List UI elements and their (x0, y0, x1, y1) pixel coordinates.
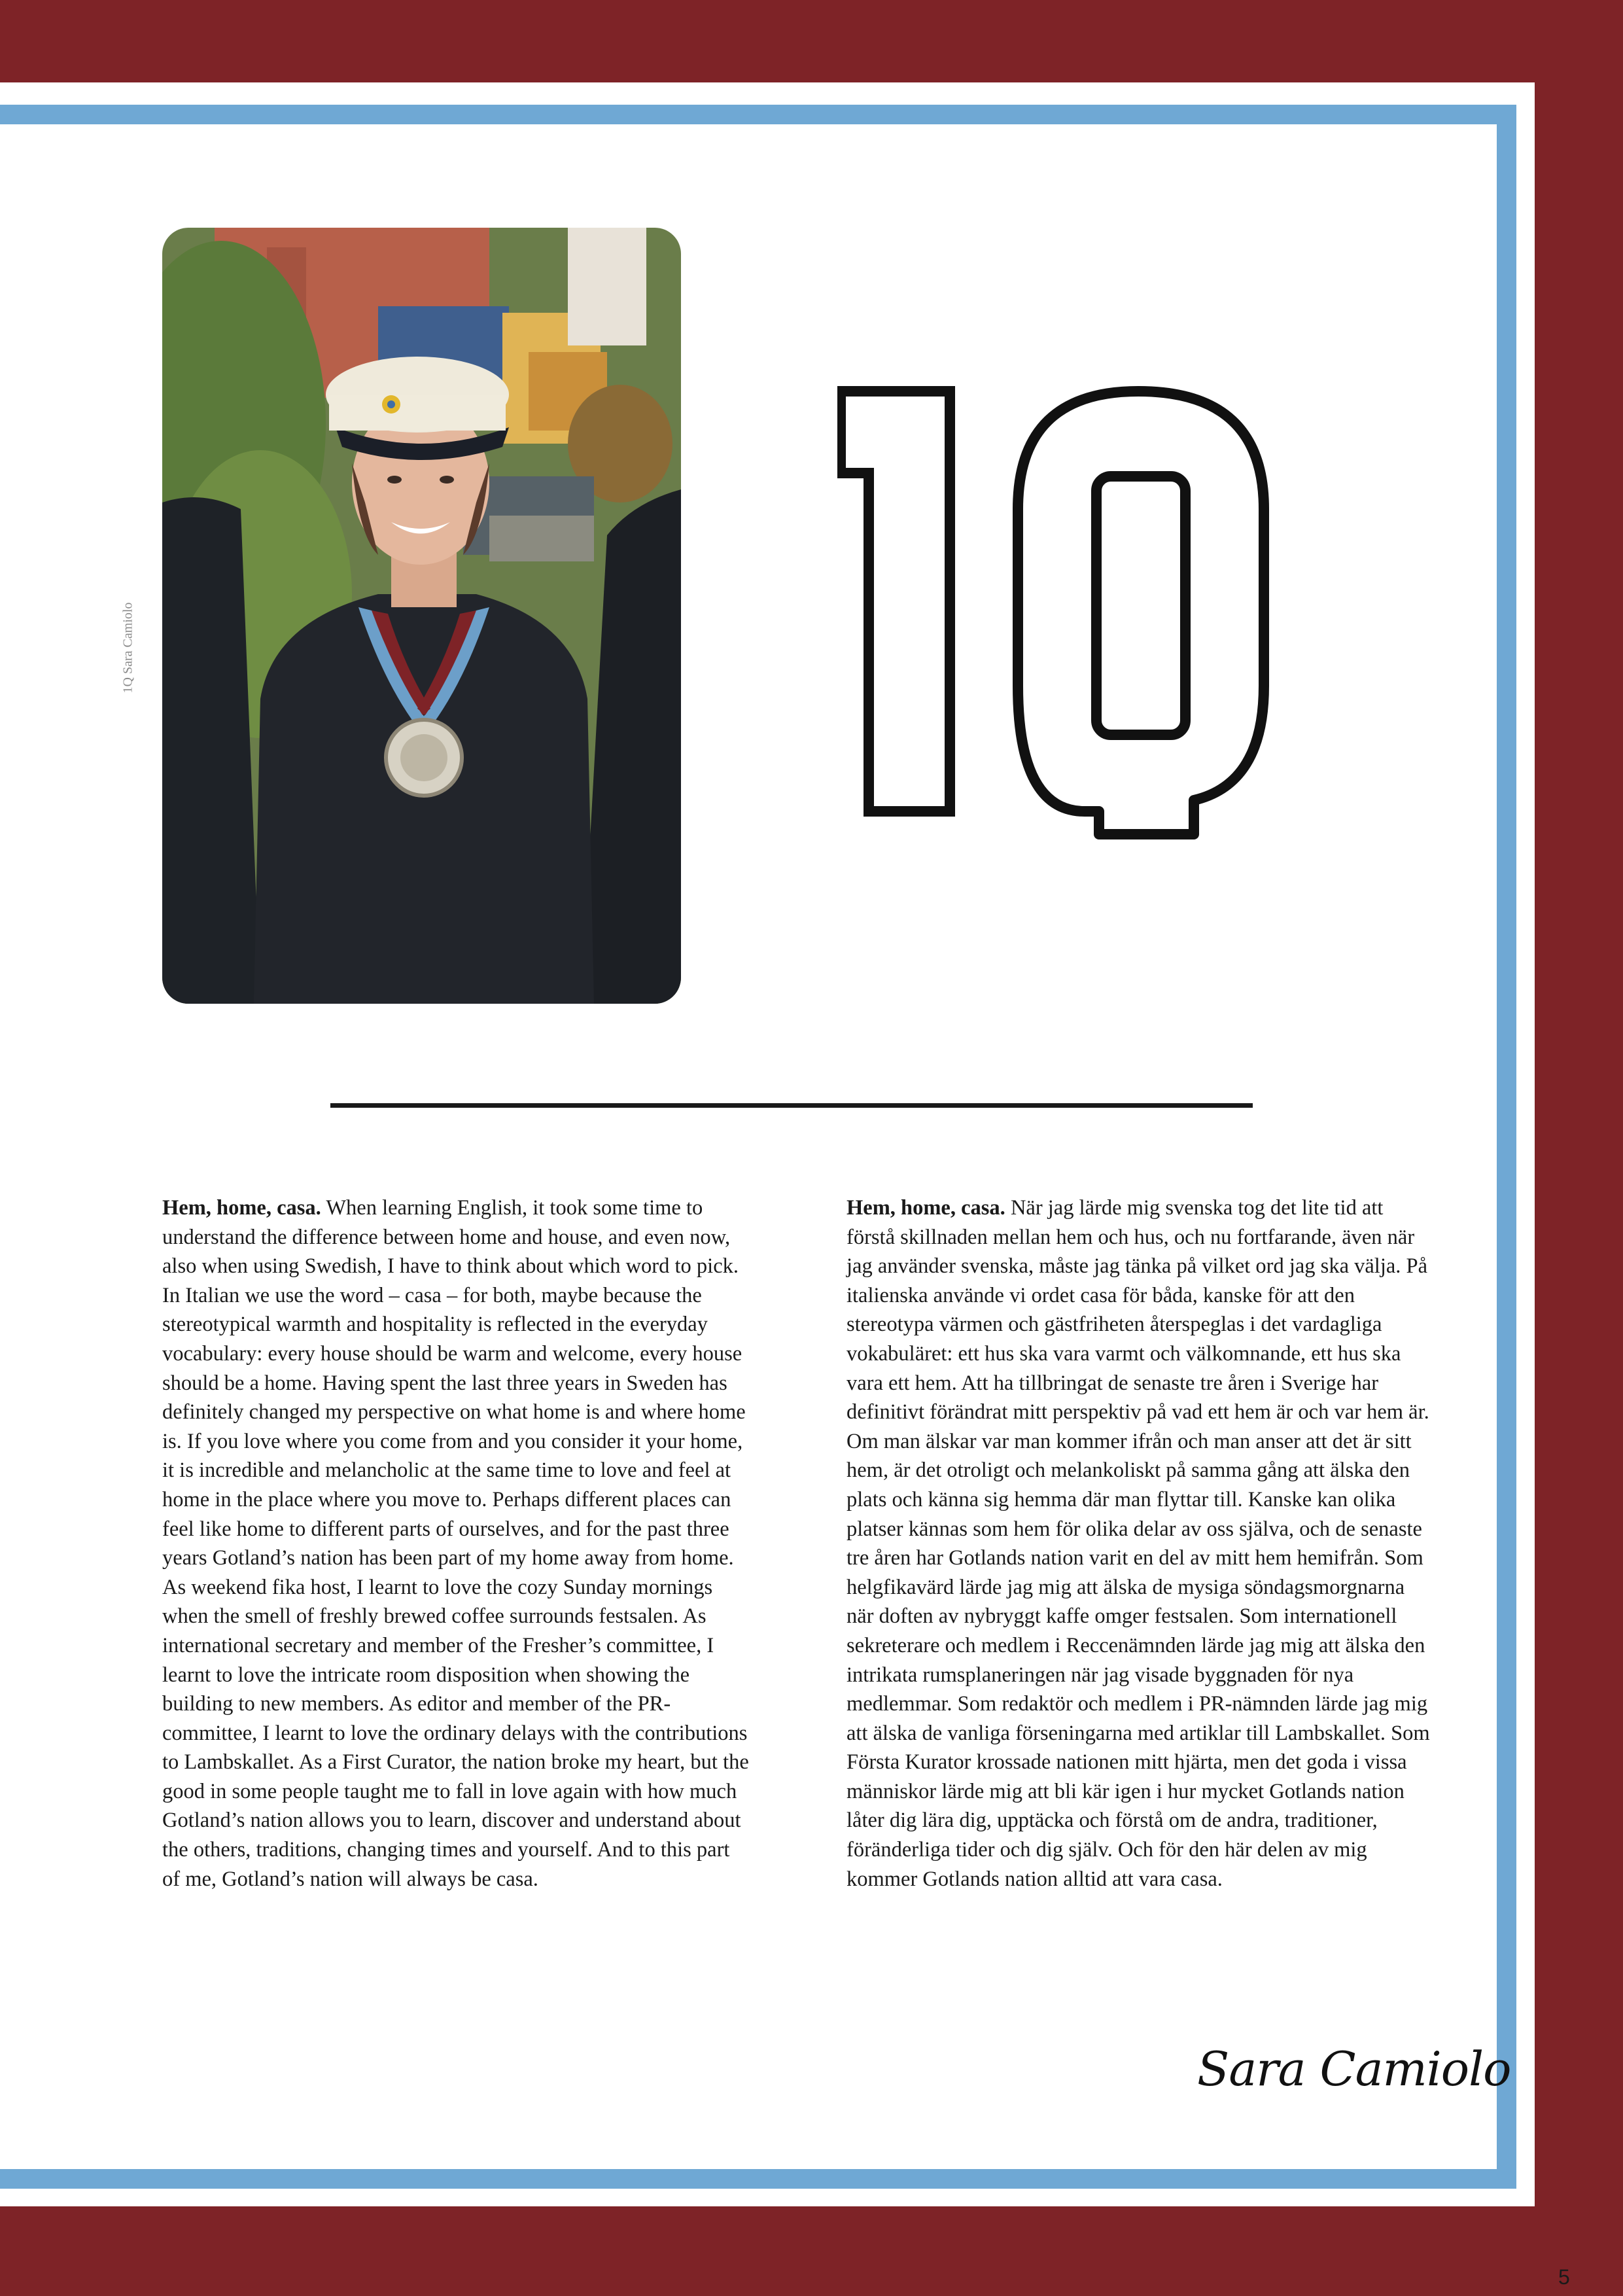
article-english-lead: Hem, home, casa. (162, 1196, 321, 1220)
portrait-illustration (162, 228, 681, 1004)
article-english (162, 1193, 751, 1894)
portrait-photo (162, 228, 681, 1004)
author-signature: Sara Camiolo (1197, 2041, 1511, 2096)
article-swedish-body: När jag lärde mig svenska tog det lite tid att förstå skillnaden mellan hem och hus, och nu fortfarande, även när jag använder svenska, måste jag tänka på vilket ord jag ska välja. På italienska använde vi ordet casa för båda, kanske för att den stereotypa värmen och gästfriheten återspeglas i det vardagliga vokabuläret: ett hus ska vara varmt och välkomnande, ett hus ska vara ett hem. Att ha tillbringat de senaste tre åren i Sverige har definitivt förändrat mitt perspektiv på vad ett hem är och var hem är. Om man älskar var man kommer ifrån och man anser att det är sitt hem, är det otroligt och melankoliskt på samma gång att älska den plats och känna sig hemma där man flyttar till. Kanske kan olika platser kännas som hem för olika delar av oss själva, och de senaste tre åren har Gotlands nation varit en del av mitt hem hemifrån. Som helgfikavärd lärde jag mig att älska de mysiga söndagsmorgnarna när doften av nybryggt kaffe omger festsalen. Som internationell sekreterare och medlem i Reccenämnden lärde jag mig att älska den intrikata rumsplaneringen när jag visade byggnaden för nya medlemmar. Som redaktör och medlem i PR-nämnden lärde jag mig att älska de vanliga förseningarna med artiklar till Lambskallet. Som Första Kurator krossade nationen mitt hjärta, men det goda i vissa människor lärde mig att bli kär igen i hur mycket Gotlands nation låter dig lära dig, upptäcka och förstå om de andra, traditioner, föränderliga tider och dig själv. Och för den här delen av mig kommer Gotlands nation alltid att vara casa. (846, 1196, 1430, 1891)
page-number: 5 (1558, 2265, 1570, 2289)
article-swedish (846, 1193, 1435, 1894)
article-english-body: When learning English, it took some time to understand the difference between home and house, and even now, also when using Swedish, I have to think about which word to pick. In Italian we use the word – casa – for both, maybe because the stereotypical warmth and hospitality is reflected in the everyday vocabulary: every house should be warm and welcome, every house should be a home. Having spent the last three years in Sweden has definitely changed my perspective on what home is and where home is. If you love where you come from and you consider it your home, it is incredible and melancholic at the same time to love and feel at home in the place where you move to. Perhaps different places can feel like home to different parts of ourselves, and for the past three years Gotland’s nation has been part of my home away from home. As weekend fika host, I learnt to love the cozy Sunday mornings when the smell of freshly brewed coffee surrounds festsalen. As international secretary and member of the Fresher’s committee, I learnt to love the intricate room disposition when showing the building to new members. As editor and member of the PR-committee, I learnt to love the ordinary delays with the contributions to Lambskallet. As a First Curator, the nation broke my heart, but the good in some people taught me to fall in love again with how much Gotland’s nation allows you to learn, discover and understand about the others, traditions, changing times and yourself. And to this part of me, Gotland’s nation will always be casa. (162, 1196, 749, 1891)
article-swedish-lead: Hem, home, casa. (846, 1196, 1005, 1220)
title-1q-graphic (837, 385, 1295, 843)
section-divider (330, 1103, 1253, 1108)
photo-credit: 1Q Sara Camiolo (120, 602, 135, 694)
